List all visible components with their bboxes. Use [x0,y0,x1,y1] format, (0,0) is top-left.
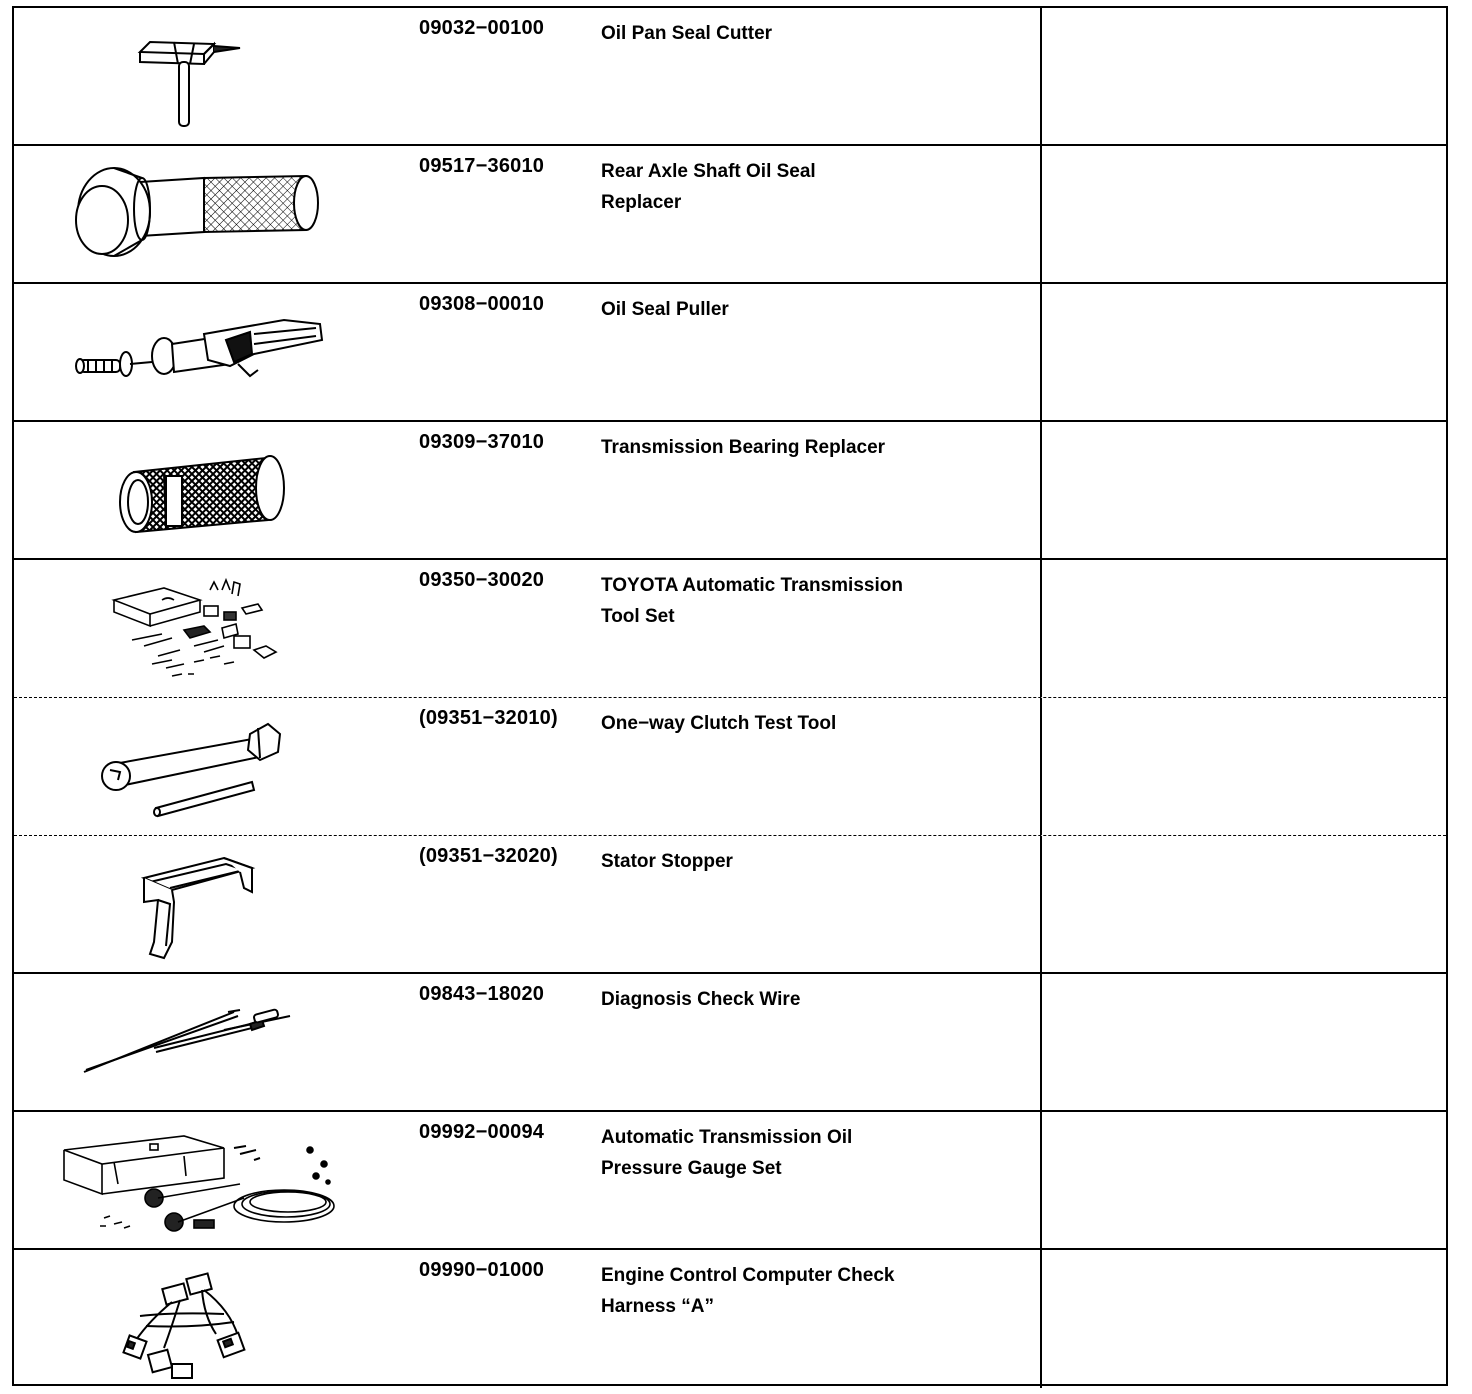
remarks-cell [1044,836,1444,972]
remarks-cell [1044,284,1444,420]
tool-name: One−way Clutch Test Tool [601,713,837,734]
part-number: 09308−00010 [419,293,545,315]
part-number: 09517−36010 [419,155,545,177]
remarks-cell [1044,560,1444,697]
remarks-cell [1044,8,1444,144]
remarks-cell [1044,1112,1444,1248]
tool-set-icon [54,566,354,692]
column-divider [1040,422,1042,558]
table-row [14,836,1446,974]
check-harness-icon [54,1256,354,1382]
part-number: 09843−18020 [419,983,545,1005]
column-divider [1040,698,1042,835]
tool-name: Transmission Bearing Replacer [601,437,886,458]
tool-name: Oil Seal Puller [601,299,729,320]
column-divider [1040,1112,1042,1248]
column-divider [1040,836,1042,972]
tool-name: Automatic Transmission Oil Pressure Gauge Set [601,1127,853,1179]
table-row [14,974,1446,1112]
tool-name: Oil Pan Seal Cutter [601,23,773,44]
tool-name: Rear Axle Shaft Oil Seal Replacer [601,161,816,213]
table-row [14,1112,1446,1250]
remarks-cell [1044,1250,1444,1388]
column-divider [1040,284,1042,420]
check-wire-icon [54,980,354,1106]
remarks-cell [1044,146,1444,282]
table-row [14,422,1446,560]
column-divider [1040,8,1042,144]
stator-stopper-icon [54,842,354,968]
column-divider [1040,146,1042,282]
seal-puller-icon [54,290,354,416]
table-row [14,560,1446,698]
tool-name: Diagnosis Check Wire [601,989,801,1010]
clutch-test-tool-icon [54,704,354,830]
sst-table [12,6,1448,1386]
tool-name: Stator Stopper [601,851,733,872]
table-row [14,8,1446,146]
part-number: 09032−00100 [419,17,545,39]
remarks-cell [1044,422,1444,558]
part-number: (09351−32010) [419,707,558,729]
seal-cutter-icon [54,14,354,140]
table-row [14,146,1446,284]
part-number: 09309−37010 [419,431,545,453]
table-row [14,698,1446,836]
part-number: 09350−30020 [419,569,545,591]
seal-replacer-icon [54,152,354,278]
part-number: 09990−01000 [419,1259,545,1281]
column-divider [1040,1250,1042,1388]
column-divider [1040,560,1042,697]
tool-name: TOYOTA Automatic Transmission Tool Set [601,575,903,627]
tool-name: Engine Control Computer Check Harness “A” [601,1265,895,1317]
bearing-replacer-icon [54,428,354,554]
remarks-cell [1044,698,1444,835]
column-divider [1040,974,1042,1110]
table-row [14,284,1446,422]
part-number: (09351−32020) [419,845,558,867]
part-number: 09992−00094 [419,1121,545,1143]
pressure-gauge-set-icon [54,1118,354,1244]
remarks-cell [1044,974,1444,1110]
table-row [14,1250,1446,1388]
